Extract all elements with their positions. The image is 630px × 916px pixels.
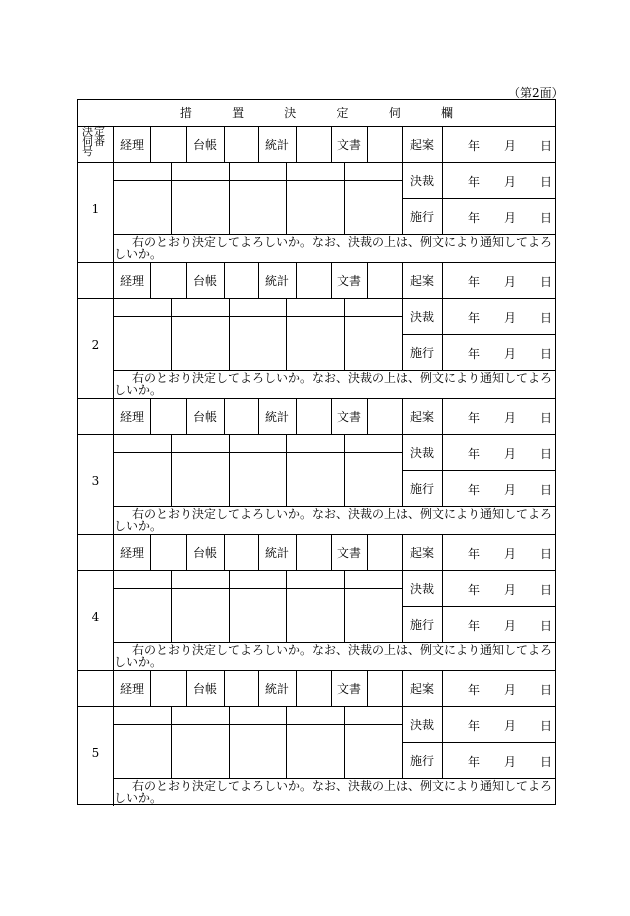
month-unit: 月 [504,619,517,633]
keiri-seal-box[interactable] [150,670,186,706]
tokei-label: 統計 [264,137,289,152]
daicho-seal-box[interactable] [224,670,258,706]
kian-label: 起案 [409,409,434,424]
day-unit: 日 [540,583,553,597]
day-unit: 日 [540,447,553,461]
daicho-seal-box[interactable] [224,534,258,570]
decision-number: 1 [91,202,100,216]
month-unit: 月 [504,483,517,497]
approval-stamp-box[interactable] [171,570,229,642]
bunsho-seal-box[interactable] [367,126,402,162]
form-title [78,100,555,127]
shiko-date[interactable] [468,481,552,498]
day-unit: 日 [540,275,553,289]
kian-date[interactable] [468,681,552,698]
bunsho-label: 文書 [336,681,361,696]
month-unit: 月 [504,719,517,733]
title-char: 措 [179,106,193,120]
month-unit: 月 [504,311,517,325]
kessai-label: 決裁 [409,173,434,188]
approval-stamp-box[interactable] [171,434,229,506]
tokei-seal-box[interactable] [296,670,331,706]
month-unit: 月 [504,211,517,225]
approval-stamp-box[interactable] [114,570,171,642]
keiri-label: 経理 [119,409,144,424]
header-label-line: 号 [82,145,94,158]
kessai-label: 決裁 [409,445,434,460]
keiri-label: 経理 [119,545,144,560]
kian-label: 起案 [409,273,434,288]
month-unit: 月 [504,683,517,697]
decision-block [78,398,555,534]
page-label: （第2面） [508,86,564,100]
title-char: 欄 [440,106,454,120]
month-unit: 月 [504,347,517,361]
daicho-label: 台帳 [192,545,217,560]
shiko-label: 施行 [409,481,434,496]
bunsho-label: 文書 [336,137,361,152]
approval-stamp-box[interactable] [344,162,402,234]
tokei-label: 統計 [264,545,289,560]
keiri-seal-box[interactable] [150,534,186,570]
kessai-label: 決裁 [409,717,434,732]
shiko-date[interactable] [468,345,552,362]
year-unit: 年 [468,483,481,497]
decision-block [78,262,555,398]
year-unit: 年 [468,275,481,289]
year-unit: 年 [468,175,481,189]
decision-number: 5 [91,746,100,760]
approval-notice: 右のとおり決定してよろしいか。なお、決裁の上は、例文により通知してよろしいか。 [114,235,553,261]
approval-stamp-box[interactable] [229,570,286,642]
kian-date[interactable] [468,273,552,290]
year-unit: 年 [468,755,481,769]
decision-block [78,534,555,670]
bunsho-label: 文書 [336,545,361,560]
shiko-date[interactable] [468,753,552,770]
bunsho-seal-box[interactable] [367,534,402,570]
shiko-label: 施行 [409,209,434,224]
keiri-label: 経理 [119,681,144,696]
day-unit: 日 [540,211,553,225]
title-char: 定 [336,106,349,120]
kessai-date[interactable] [468,309,552,326]
day-unit: 日 [540,619,553,633]
title-char: 決 [284,106,297,120]
year-unit: 年 [468,619,481,633]
approval-stamp-box[interactable] [286,162,344,234]
title-char: 置 [232,106,245,120]
kessai-date[interactable] [468,717,552,734]
kian-label: 起案 [409,545,434,560]
approval-stamp-box[interactable] [286,298,344,370]
shiko-label: 施行 [409,345,434,360]
daicho-label: 台帳 [192,409,217,424]
approval-stamp-box[interactable] [229,434,286,506]
approval-stamp-box[interactable] [286,706,344,778]
approval-stamp-box[interactable] [114,298,171,370]
year-unit: 年 [468,447,481,461]
day-unit: 日 [540,175,553,189]
day-unit: 日 [540,719,553,733]
decision-number-header [82,127,110,157]
month-unit: 月 [504,411,517,425]
decision-block [78,670,555,806]
daicho-seal-box[interactable] [224,262,258,298]
year-unit: 年 [468,139,481,153]
approval-stamp-box[interactable] [229,706,286,778]
shiko-label: 施行 [409,617,434,632]
daicho-label: 台帳 [192,681,217,696]
approval-stamp-box[interactable] [171,298,229,370]
year-unit: 年 [468,719,481,733]
kessai-date[interactable] [468,581,552,598]
approval-notice: 右のとおり決定してよろしいか。なお、決裁の上は、例文により通知してよろしいか。 [114,507,553,533]
bunsho-seal-box[interactable] [367,670,402,706]
day-unit: 日 [540,139,553,153]
day-unit: 日 [540,483,553,497]
day-unit: 日 [540,411,553,425]
decision-number: 2 [91,338,100,352]
tokei-seal-box[interactable] [296,262,331,298]
approval-stamp-box[interactable] [114,162,171,234]
keiri-seal-box[interactable] [150,262,186,298]
year-unit: 年 [468,683,481,697]
tokei-seal-box[interactable] [296,126,331,162]
bunsho-label: 文書 [336,273,361,288]
decision-number: 3 [91,474,100,488]
month-unit: 月 [504,547,517,561]
tokei-seal-box[interactable] [296,398,331,434]
day-unit: 日 [540,683,553,697]
kian-date[interactable] [468,137,552,154]
daicho-seal-box[interactable] [224,398,258,434]
approval-stamp-box[interactable] [286,570,344,642]
approval-stamp-box[interactable] [344,298,402,370]
decision-form [77,99,556,805]
approval-stamp-box[interactable] [286,434,344,506]
year-unit: 年 [468,583,481,597]
keiri-label: 経理 [119,273,144,288]
kessai-label: 決裁 [409,309,434,324]
approval-notice: 右のとおり決定してよろしいか。なお、決裁の上は、例文により通知してよろしいか。 [114,371,553,397]
keiri-seal-box[interactable] [150,126,186,162]
day-unit: 日 [540,347,553,361]
year-unit: 年 [468,311,481,325]
approval-stamp-box[interactable] [344,434,402,506]
approval-stamp-box[interactable] [344,706,402,778]
year-unit: 年 [468,347,481,361]
decision-block [78,126,555,262]
kian-date[interactable] [468,545,552,562]
tokei-label: 統計 [264,409,289,424]
month-unit: 月 [504,447,517,461]
approval-stamp-box[interactable] [344,570,402,642]
approval-stamp-box[interactable] [114,434,171,506]
month-unit: 月 [504,755,517,769]
day-unit: 日 [540,755,553,769]
year-unit: 年 [468,547,481,561]
month-unit: 月 [504,139,517,153]
daicho-seal-box[interactable] [224,126,258,162]
approval-stamp-box[interactable] [229,298,286,370]
approval-notice: 右のとおり決定してよろしいか。なお、決裁の上は、例文により通知してよろしいか。 [114,643,553,669]
shiko-date[interactable] [468,617,552,634]
approval-stamp-box[interactable] [229,162,286,234]
tokei-label: 統計 [264,681,289,696]
approval-stamp-box[interactable] [171,162,229,234]
title-char: 伺 [388,106,401,120]
kian-label: 起案 [409,137,434,152]
month-unit: 月 [504,175,517,189]
month-unit: 月 [504,583,517,597]
kessai-date[interactable] [468,445,552,462]
kessai-label: 決裁 [409,581,434,596]
day-unit: 日 [540,311,553,325]
approval-stamp-box[interactable] [114,706,171,778]
day-unit: 日 [540,547,553,561]
month-unit: 月 [504,275,517,289]
header-label-line: 決定 [82,125,106,138]
approval-notice: 右のとおり決定してよろしいか。なお、決裁の上は、例文により通知してよろしいか。 [114,779,553,805]
kian-label: 起案 [409,681,434,696]
shiko-date[interactable] [468,209,552,226]
daicho-label: 台帳 [192,273,217,288]
header-label-line: 伺番 [82,135,106,148]
decision-number: 4 [91,610,100,624]
bunsho-seal-box[interactable] [367,262,402,298]
kessai-date[interactable] [468,173,552,190]
daicho-label: 台帳 [192,137,217,152]
kian-date[interactable] [468,409,552,426]
shiko-label: 施行 [409,753,434,768]
keiri-seal-box[interactable] [150,398,186,434]
keiri-label: 経理 [119,137,144,152]
bunsho-label: 文書 [336,409,361,424]
approval-stamp-box[interactable] [171,706,229,778]
tokei-label: 統計 [264,273,289,288]
bunsho-seal-box[interactable] [367,398,402,434]
year-unit: 年 [468,411,481,425]
year-unit: 年 [468,211,481,225]
tokei-seal-box[interactable] [296,534,331,570]
